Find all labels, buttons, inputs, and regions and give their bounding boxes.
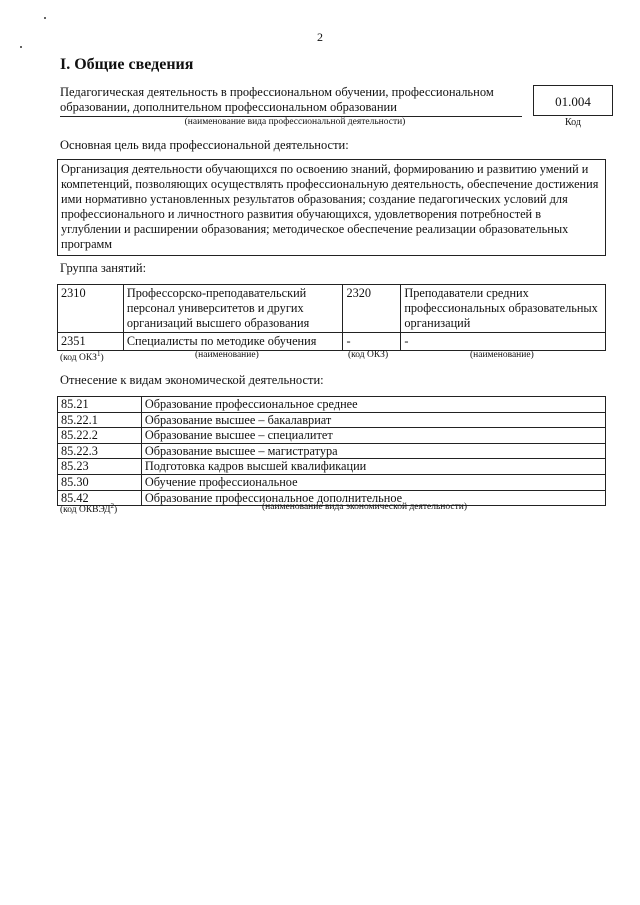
economic-activity-table (57, 396, 606, 506)
okved-code: 85.30 (58, 474, 142, 490)
okved-name: Образование высшее – бакалавриат (141, 412, 605, 428)
okved-name: Образование высшее – специалитет (141, 428, 605, 444)
okved-name: Образование профессиональное дополнительное (141, 490, 605, 506)
page-number: 2 (317, 30, 323, 44)
okved-name-caption: (наименование вида экономической деятельности) (262, 502, 467, 512)
goal-label: Основная цель вида профессиональной деятельности: (60, 138, 349, 152)
okz-name-caption-2: (наименование) (470, 350, 534, 360)
okved-name: Образование высшее – магистратура (141, 443, 605, 459)
okved-code: 85.22.2 (58, 428, 142, 444)
okz-code: 2310 (58, 285, 124, 333)
okz-name: Профессорско-преподавательский персонал университетов и других организаций высшего образования (123, 285, 343, 333)
table-row (58, 459, 606, 475)
okved-name: Подготовка кадров высшей квалификации (141, 459, 605, 475)
okz-name: Преподаватели средних профессиональных образовательных организаций (401, 285, 606, 333)
okved-code: 85.22.1 (58, 412, 142, 428)
goal-text-box: Организация деятельности обучающихся по освоению знаний, формированию и развитию умений и компетенций, позволяющих осуществлять профессиональную деятельность, обеспечение достижения ими нормативно установленных результатов образования; создание педагогических условий для профессионального и личностного развития обучающихся, удовлетворения потребностей в углублении и расширении образования; методическое обеспечение реализации образовательных программ (57, 159, 606, 256)
table-row (58, 474, 606, 490)
activity-name-caption: (наименование вида профессиональной деятельности) (184, 117, 406, 127)
table-row (58, 333, 606, 351)
okz-code: 2351 (58, 333, 124, 351)
okz-name-caption: (наименование) (195, 350, 259, 360)
table-row (58, 443, 606, 459)
activity-code-box: 01.004 (533, 85, 613, 116)
okved-name: Образование профессиональное среднее (141, 397, 605, 413)
activity-name: Педагогическая деятельность в профессиональном обучении, профессиональном образовании, дополнительном профессиональном образовании (60, 85, 494, 114)
economic-activity-label: Отнесение к видам экономической деятельности: (60, 373, 324, 387)
okz-code-caption-2: (код ОКЗ) (348, 350, 389, 360)
scan-speck (20, 46, 22, 48)
occupation-group-table (57, 284, 606, 351)
activity-code-caption: Код (565, 117, 581, 128)
okved-name: Обучение профессиональное (141, 474, 605, 490)
okz-code: 2320 (343, 285, 401, 333)
okved-code: 85.42 (58, 490, 142, 506)
okved-code: 85.22.3 (58, 443, 142, 459)
occupation-group-label: Группа занятий: (60, 261, 147, 275)
okved-code: 85.23 (58, 459, 142, 475)
table-row (58, 285, 606, 333)
okved-code: 85.21 (58, 397, 142, 413)
okved-code-caption: (код ОКВЭД$^2$) (60, 502, 118, 516)
okz-code: - (343, 333, 401, 351)
table-row (58, 428, 606, 444)
scan-speck (44, 17, 46, 19)
table-row (58, 412, 606, 428)
table-row (58, 397, 606, 413)
okz-code-caption: (код ОКЗ$^1$) (60, 350, 104, 364)
section-title: I. Общие сведения (60, 56, 194, 73)
okz-name: - (401, 333, 606, 351)
okz-name: Специалисты по методике обучения (123, 333, 343, 351)
